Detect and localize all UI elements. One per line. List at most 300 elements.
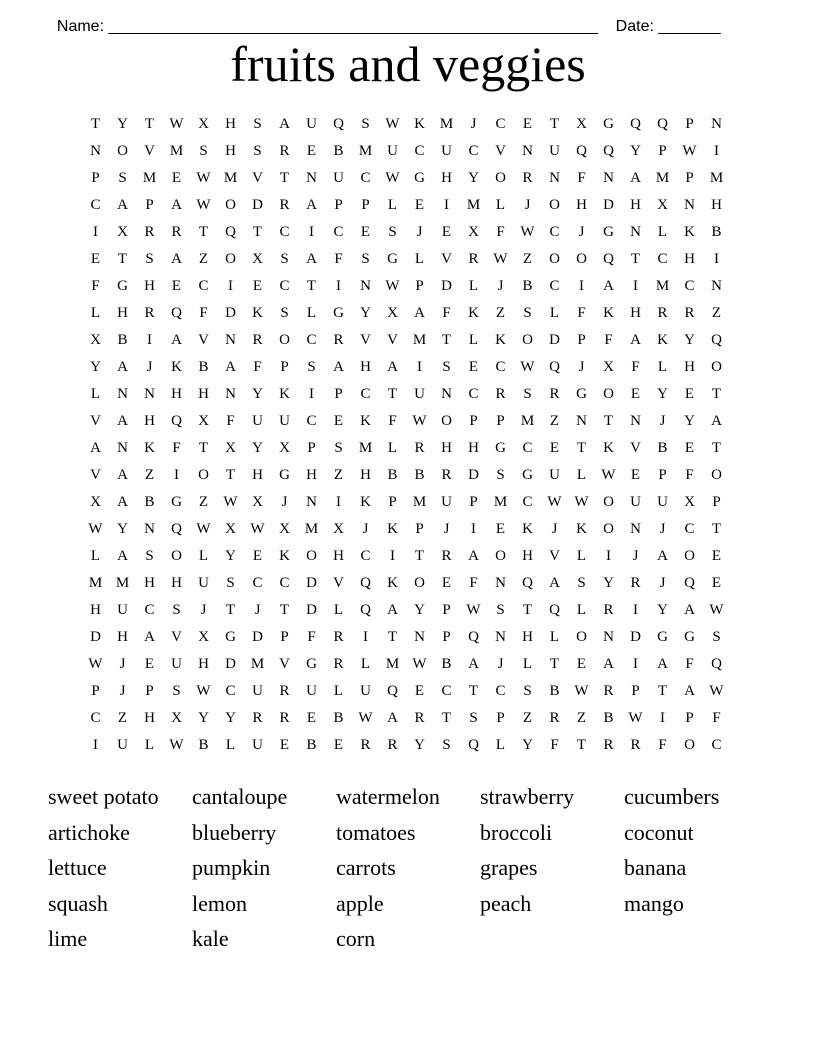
grid-letter[interactable]: O [225, 251, 236, 267]
grid-letter[interactable]: I [633, 278, 638, 294]
grid-letter[interactable]: H [198, 656, 209, 672]
grid-letter[interactable]: J [416, 224, 423, 240]
grid-letter[interactable]: X [252, 494, 263, 510]
grid-letter[interactable]: P [145, 683, 154, 699]
grid-letter[interactable]: F [577, 305, 586, 321]
grid-letter[interactable]: P [334, 386, 343, 402]
grid-letter[interactable]: T [225, 467, 236, 483]
grid-letter[interactable]: L [225, 737, 236, 753]
grid-letter[interactable]: Z [495, 305, 506, 321]
grid-letter[interactable]: I [147, 332, 152, 348]
grid-letter[interactable]: K [603, 440, 614, 456]
grid-letter[interactable]: U [549, 467, 560, 483]
grid-letter[interactable]: F [469, 575, 478, 591]
grid-letter[interactable]: A [414, 305, 425, 321]
grid-letter[interactable]: R [144, 305, 155, 321]
grid-letter[interactable]: K [360, 413, 371, 429]
grid-letter[interactable]: U [387, 143, 398, 159]
grid-letter[interactable]: D [252, 197, 263, 213]
grid-letter[interactable]: E [279, 737, 290, 753]
grid-letter[interactable]: E [144, 656, 155, 672]
grid-letter[interactable]: T [630, 251, 641, 267]
grid-letter[interactable]: T [441, 710, 452, 726]
grid-letter[interactable]: X [576, 116, 587, 132]
grid-letter[interactable]: I [309, 386, 314, 402]
grid-letter[interactable]: A [333, 359, 344, 375]
grid-letter[interactable]: G [117, 278, 128, 294]
grid-letter[interactable]: E [495, 521, 506, 537]
grid-letter[interactable]: I [93, 224, 98, 240]
grid-letter[interactable]: P [91, 170, 100, 186]
grid-letter[interactable]: P [280, 359, 289, 375]
grid-letter[interactable]: A [657, 548, 668, 564]
grid-letter[interactable]: K [387, 521, 398, 537]
grid-letter[interactable]: E [711, 548, 722, 564]
grid-letter[interactable]: A [90, 440, 101, 456]
grid-letter[interactable]: Z [198, 251, 209, 267]
grid-letter[interactable]: Y [522, 737, 533, 753]
grid-letter[interactable]: Y [684, 413, 695, 429]
grid-letter[interactable]: R [414, 440, 425, 456]
grid-letter[interactable]: K [387, 575, 398, 591]
grid-letter[interactable]: X [684, 494, 695, 510]
grid-letter[interactable]: R [279, 710, 290, 726]
grid-letter[interactable]: F [307, 629, 316, 645]
grid-letter[interactable]: O [684, 737, 695, 753]
grid-letter[interactable]: A [468, 656, 479, 672]
grid-letter[interactable]: F [442, 305, 451, 321]
grid-letter[interactable]: J [497, 656, 504, 672]
grid-letter[interactable]: C [360, 170, 371, 186]
grid-letter[interactable]: G [387, 251, 398, 267]
grid-letter[interactable]: E [333, 413, 344, 429]
grid-letter[interactable]: Q [171, 413, 182, 429]
grid-letter[interactable]: L [414, 251, 425, 267]
grid-letter[interactable]: N [306, 170, 317, 186]
grid-letter[interactable]: R [441, 467, 452, 483]
grid-letter[interactable]: C [711, 737, 722, 753]
grid-letter[interactable]: J [200, 602, 207, 618]
grid-letter[interactable]: W [412, 413, 427, 429]
grid-letter[interactable]: R [603, 737, 614, 753]
grid-letter[interactable]: G [414, 170, 425, 186]
grid-letter[interactable]: A [711, 413, 722, 429]
grid-letter[interactable]: H [630, 305, 641, 321]
grid-letter[interactable]: W [601, 467, 616, 483]
grid-letter[interactable]: Y [252, 386, 263, 402]
grid-letter[interactable]: L [144, 737, 155, 753]
grid-letter[interactable]: H [198, 386, 209, 402]
grid-letter[interactable]: W [412, 656, 427, 672]
grid-letter[interactable]: L [522, 656, 533, 672]
grid-letter[interactable]: S [280, 305, 289, 321]
grid-letter[interactable]: B [441, 656, 452, 672]
grid-letter[interactable]: F [334, 251, 343, 267]
grid-letter[interactable]: H [90, 602, 101, 618]
grid-letter[interactable]: U [252, 683, 263, 699]
grid-letter[interactable]: R [387, 737, 398, 753]
grid-letter[interactable]: S [253, 143, 262, 159]
grid-letter[interactable]: H [144, 575, 155, 591]
grid-letter[interactable]: G [495, 440, 506, 456]
grid-letter[interactable]: N [117, 440, 128, 456]
grid-letter[interactable]: Y [468, 170, 479, 186]
grid-letter[interactable]: A [306, 197, 317, 213]
grid-letter[interactable]: M [304, 521, 319, 537]
grid-letter[interactable]: N [522, 143, 533, 159]
grid-letter[interactable]: V [495, 143, 506, 159]
grid-letter[interactable]: O [684, 548, 695, 564]
grid-letter[interactable]: W [520, 359, 535, 375]
grid-letter[interactable]: N [495, 575, 506, 591]
grid-letter[interactable]: X [90, 494, 101, 510]
grid-letter[interactable]: B [198, 737, 209, 753]
grid-letter[interactable]: I [660, 710, 665, 726]
grid-letter[interactable]: H [360, 359, 371, 375]
grid-letter[interactable]: N [549, 170, 560, 186]
grid-letter[interactable]: L [468, 278, 479, 294]
grid-letter[interactable]: D [441, 278, 452, 294]
grid-letter[interactable]: T [711, 386, 722, 402]
grid-letter[interactable]: Q [522, 575, 533, 591]
grid-letter[interactable]: P [91, 683, 100, 699]
grid-letter[interactable]: T [603, 413, 614, 429]
grid-letter[interactable]: A [684, 602, 695, 618]
grid-letter[interactable]: H [144, 710, 155, 726]
grid-letter[interactable]: O [549, 197, 560, 213]
grid-letter[interactable]: F [604, 332, 613, 348]
grid-letter[interactable]: B [306, 737, 317, 753]
grid-letter[interactable]: A [387, 710, 398, 726]
grid-letter[interactable]: E [441, 224, 452, 240]
grid-letter[interactable]: Z [333, 467, 344, 483]
grid-letter[interactable]: L [495, 737, 506, 753]
grid-letter[interactable]: H [576, 197, 587, 213]
grid-letter[interactable]: R [522, 170, 533, 186]
grid-letter[interactable]: Y [603, 575, 614, 591]
grid-letter[interactable]: E [576, 656, 587, 672]
grid-letter[interactable]: W [223, 494, 238, 510]
grid-letter[interactable]: L [333, 683, 344, 699]
grid-letter[interactable]: H [117, 305, 128, 321]
grid-letter[interactable]: L [549, 629, 560, 645]
grid-letter[interactable]: S [226, 575, 235, 591]
grid-letter[interactable]: X [387, 305, 398, 321]
grid-letter[interactable]: M [520, 413, 535, 429]
grid-letter[interactable]: F [658, 737, 667, 753]
grid-letter[interactable]: Y [252, 440, 263, 456]
grid-letter[interactable]: D [90, 629, 101, 645]
grid-letter[interactable]: P [442, 602, 451, 618]
grid-letter[interactable]: N [414, 629, 425, 645]
grid-letter[interactable]: C [225, 683, 236, 699]
grid-letter[interactable]: S [496, 602, 505, 618]
grid-letter[interactable]: V [630, 440, 641, 456]
grid-letter[interactable]: J [119, 656, 126, 672]
grid-letter[interactable]: H [684, 359, 695, 375]
grid-letter[interactable]: L [657, 359, 668, 375]
grid-letter[interactable]: E [333, 737, 344, 753]
grid-letter[interactable]: S [388, 224, 397, 240]
grid-letter[interactable]: Y [684, 332, 695, 348]
grid-letter[interactable]: I [228, 278, 233, 294]
grid-letter[interactable]: F [253, 359, 262, 375]
grid-letter[interactable]: G [225, 629, 236, 645]
grid-letter[interactable]: M [358, 143, 373, 159]
grid-letter[interactable]: X [90, 332, 101, 348]
grid-letter[interactable]: C [198, 278, 209, 294]
grid-letter[interactable]: W [250, 521, 265, 537]
grid-letter[interactable]: I [309, 224, 314, 240]
grid-letter[interactable]: H [144, 413, 155, 429]
grid-letter[interactable]: I [633, 656, 638, 672]
grid-letter[interactable]: D [306, 575, 317, 591]
grid-letter[interactable]: F [91, 278, 100, 294]
grid-letter[interactable]: H [252, 467, 263, 483]
grid-letter[interactable]: C [306, 413, 317, 429]
grid-letter[interactable]: T [198, 224, 209, 240]
grid-letter[interactable]: E [414, 683, 425, 699]
grid-letter[interactable]: C [279, 224, 290, 240]
grid-letter[interactable]: M [385, 656, 400, 672]
grid-letter[interactable]: U [279, 413, 290, 429]
grid-letter[interactable]: O [495, 548, 506, 564]
grid-letter[interactable]: P [307, 440, 316, 456]
grid-letter[interactable]: T [198, 440, 209, 456]
grid-letter[interactable]: U [360, 683, 371, 699]
grid-letter[interactable]: W [385, 278, 400, 294]
grid-letter[interactable]: P [388, 494, 397, 510]
grid-letter[interactable]: W [196, 197, 211, 213]
grid-letter[interactable]: B [414, 467, 425, 483]
grid-letter[interactable]: K [684, 224, 695, 240]
grid-letter[interactable]: L [576, 467, 587, 483]
grid-letter[interactable]: M [223, 170, 238, 186]
grid-letter[interactable]: W [88, 656, 103, 672]
grid-letter[interactable]: H [117, 629, 128, 645]
grid-letter[interactable]: K [522, 521, 533, 537]
grid-letter[interactable]: N [144, 521, 155, 537]
grid-letter[interactable]: O [198, 467, 209, 483]
grid-letter[interactable]: X [657, 197, 668, 213]
grid-letter[interactable]: H [441, 440, 452, 456]
grid-letter[interactable]: P [685, 170, 694, 186]
grid-letter[interactable]: C [333, 224, 344, 240]
grid-letter[interactable]: C [306, 332, 317, 348]
grid-letter[interactable]: J [254, 602, 261, 618]
grid-letter[interactable]: Z [522, 710, 533, 726]
grid-letter[interactable]: Q [684, 575, 695, 591]
grid-letter[interactable]: K [414, 116, 425, 132]
grid-letter[interactable]: H [144, 278, 155, 294]
grid-letter[interactable]: X [333, 521, 344, 537]
grid-letter[interactable]: D [603, 197, 614, 213]
grid-letter[interactable]: P [658, 467, 667, 483]
grid-letter[interactable]: Y [90, 359, 101, 375]
grid-letter[interactable]: K [144, 440, 155, 456]
grid-letter[interactable]: L [549, 305, 560, 321]
grid-letter[interactable]: A [630, 170, 641, 186]
grid-letter[interactable]: L [576, 602, 587, 618]
grid-letter[interactable]: R [144, 224, 155, 240]
grid-letter[interactable]: R [252, 710, 263, 726]
grid-letter[interactable]: O [171, 548, 182, 564]
grid-letter[interactable]: I [336, 494, 341, 510]
grid-letter[interactable]: I [336, 278, 341, 294]
grid-letter[interactable]: C [468, 386, 479, 402]
grid-letter[interactable]: X [171, 710, 182, 726]
grid-letter[interactable]: V [387, 332, 398, 348]
grid-letter[interactable]: K [657, 332, 668, 348]
grid-letter[interactable]: O [576, 251, 587, 267]
grid-letter[interactable]: R [630, 737, 641, 753]
grid-letter[interactable]: X [198, 629, 209, 645]
grid-letter[interactable]: F [685, 467, 694, 483]
grid-letter[interactable]: A [549, 575, 560, 591]
grid-letter[interactable]: U [252, 413, 263, 429]
grid-letter[interactable]: S [577, 575, 586, 591]
grid-letter[interactable]: T [576, 737, 587, 753]
grid-letter[interactable]: Y [360, 305, 371, 321]
grid-letter[interactable]: N [630, 224, 641, 240]
grid-letter[interactable]: P [469, 494, 478, 510]
grid-letter[interactable]: W [358, 710, 373, 726]
grid-letter[interactable]: X [252, 251, 263, 267]
grid-letter[interactable]: M [250, 656, 265, 672]
grid-letter[interactable]: L [495, 197, 506, 213]
grid-letter[interactable]: A [117, 413, 128, 429]
grid-letter[interactable]: F [631, 359, 640, 375]
grid-letter[interactable]: G [306, 656, 317, 672]
grid-letter[interactable]: Y [657, 602, 668, 618]
grid-letter[interactable]: S [361, 251, 370, 267]
grid-letter[interactable]: D [549, 332, 560, 348]
grid-letter[interactable]: C [495, 116, 506, 132]
grid-letter[interactable]: P [469, 413, 478, 429]
grid-letter[interactable]: M [655, 170, 670, 186]
grid-letter[interactable]: C [549, 278, 560, 294]
grid-letter[interactable]: P [685, 116, 694, 132]
grid-letter[interactable]: A [603, 278, 614, 294]
grid-letter[interactable]: H [225, 116, 236, 132]
grid-letter[interactable]: Q [387, 683, 398, 699]
grid-letter[interactable]: B [549, 683, 560, 699]
grid-letter[interactable]: R [252, 332, 263, 348]
grid-letter[interactable]: N [90, 143, 101, 159]
grid-letter[interactable]: Y [630, 143, 641, 159]
grid-letter[interactable]: F [172, 440, 181, 456]
grid-letter[interactable]: A [387, 602, 398, 618]
grid-letter[interactable]: K [171, 359, 182, 375]
grid-letter[interactable]: X [225, 521, 236, 537]
grid-letter[interactable]: G [684, 629, 695, 645]
grid-letter[interactable]: O [117, 143, 128, 159]
grid-letter[interactable]: O [576, 629, 587, 645]
grid-letter[interactable]: A [630, 332, 641, 348]
grid-letter[interactable]: C [90, 710, 101, 726]
grid-letter[interactable]: M [142, 170, 157, 186]
grid-letter[interactable]: O [441, 413, 452, 429]
grid-letter[interactable]: S [253, 116, 262, 132]
grid-letter[interactable]: R [549, 386, 560, 402]
grid-letter[interactable]: J [497, 278, 504, 294]
grid-letter[interactable]: X [198, 116, 209, 132]
grid-letter[interactable]: N [306, 494, 317, 510]
grid-letter[interactable]: O [306, 548, 317, 564]
grid-letter[interactable]: E [630, 386, 641, 402]
grid-letter[interactable]: C [441, 683, 452, 699]
grid-letter[interactable]: Q [171, 521, 182, 537]
grid-letter[interactable]: P [496, 710, 505, 726]
grid-letter[interactable]: B [117, 332, 128, 348]
grid-letter[interactable]: U [630, 494, 641, 510]
grid-letter[interactable]: M [439, 116, 454, 132]
grid-letter[interactable]: T [441, 332, 452, 348]
grid-letter[interactable]: C [279, 575, 290, 591]
grid-letter[interactable]: O [603, 494, 614, 510]
grid-letter[interactable]: C [252, 575, 263, 591]
grid-letter[interactable]: A [117, 548, 128, 564]
grid-letter[interactable]: E [522, 116, 533, 132]
grid-letter[interactable]: A [171, 197, 182, 213]
grid-letter[interactable]: Y [117, 116, 128, 132]
grid-letter[interactable]: T [711, 440, 722, 456]
grid-letter[interactable]: R [468, 251, 479, 267]
grid-letter[interactable]: M [169, 143, 184, 159]
grid-letter[interactable]: G [603, 224, 614, 240]
grid-letter[interactable]: O [549, 251, 560, 267]
grid-letter[interactable]: T [549, 656, 560, 672]
grid-letter[interactable]: F [577, 170, 586, 186]
grid-letter[interactable]: P [442, 629, 451, 645]
grid-letter[interactable]: L [468, 332, 479, 348]
grid-letter[interactable]: X [198, 413, 209, 429]
grid-letter[interactable]: T [549, 116, 560, 132]
grid-letter[interactable]: C [144, 602, 155, 618]
grid-letter[interactable]: L [387, 197, 398, 213]
grid-letter[interactable]: K [360, 494, 371, 510]
grid-letter[interactable]: M [655, 278, 670, 294]
grid-letter[interactable]: F [550, 737, 559, 753]
grid-letter[interactable]: Q [657, 116, 668, 132]
grid-letter[interactable]: Z [117, 710, 128, 726]
grid-letter[interactable]: P [361, 197, 370, 213]
grid-letter[interactable]: I [606, 548, 611, 564]
grid-letter[interactable]: V [90, 467, 101, 483]
grid-letter[interactable]: A [171, 251, 182, 267]
grid-letter[interactable]: L [360, 656, 371, 672]
grid-letter[interactable]: N [630, 521, 641, 537]
grid-letter[interactable]: J [659, 575, 666, 591]
grid-letter[interactable]: J [524, 197, 531, 213]
grid-letter[interactable]: W [169, 737, 184, 753]
grid-letter[interactable]: Z [522, 251, 533, 267]
grid-letter[interactable]: B [522, 278, 533, 294]
grid-letter[interactable]: U [441, 494, 452, 510]
grid-letter[interactable]: O [711, 359, 722, 375]
grid-letter[interactable]: Y [198, 710, 209, 726]
grid-letter[interactable]: C [495, 359, 506, 375]
grid-letter[interactable]: T [90, 116, 101, 132]
grid-letter[interactable]: O [603, 521, 614, 537]
grid-letter[interactable]: R [630, 575, 641, 591]
grid-letter[interactable]: B [603, 710, 614, 726]
grid-letter[interactable]: Z [576, 710, 587, 726]
grid-letter[interactable]: H [441, 170, 452, 186]
grid-letter[interactable]: N [360, 278, 371, 294]
grid-letter[interactable]: D [225, 305, 236, 321]
grid-letter[interactable]: R [657, 305, 668, 321]
